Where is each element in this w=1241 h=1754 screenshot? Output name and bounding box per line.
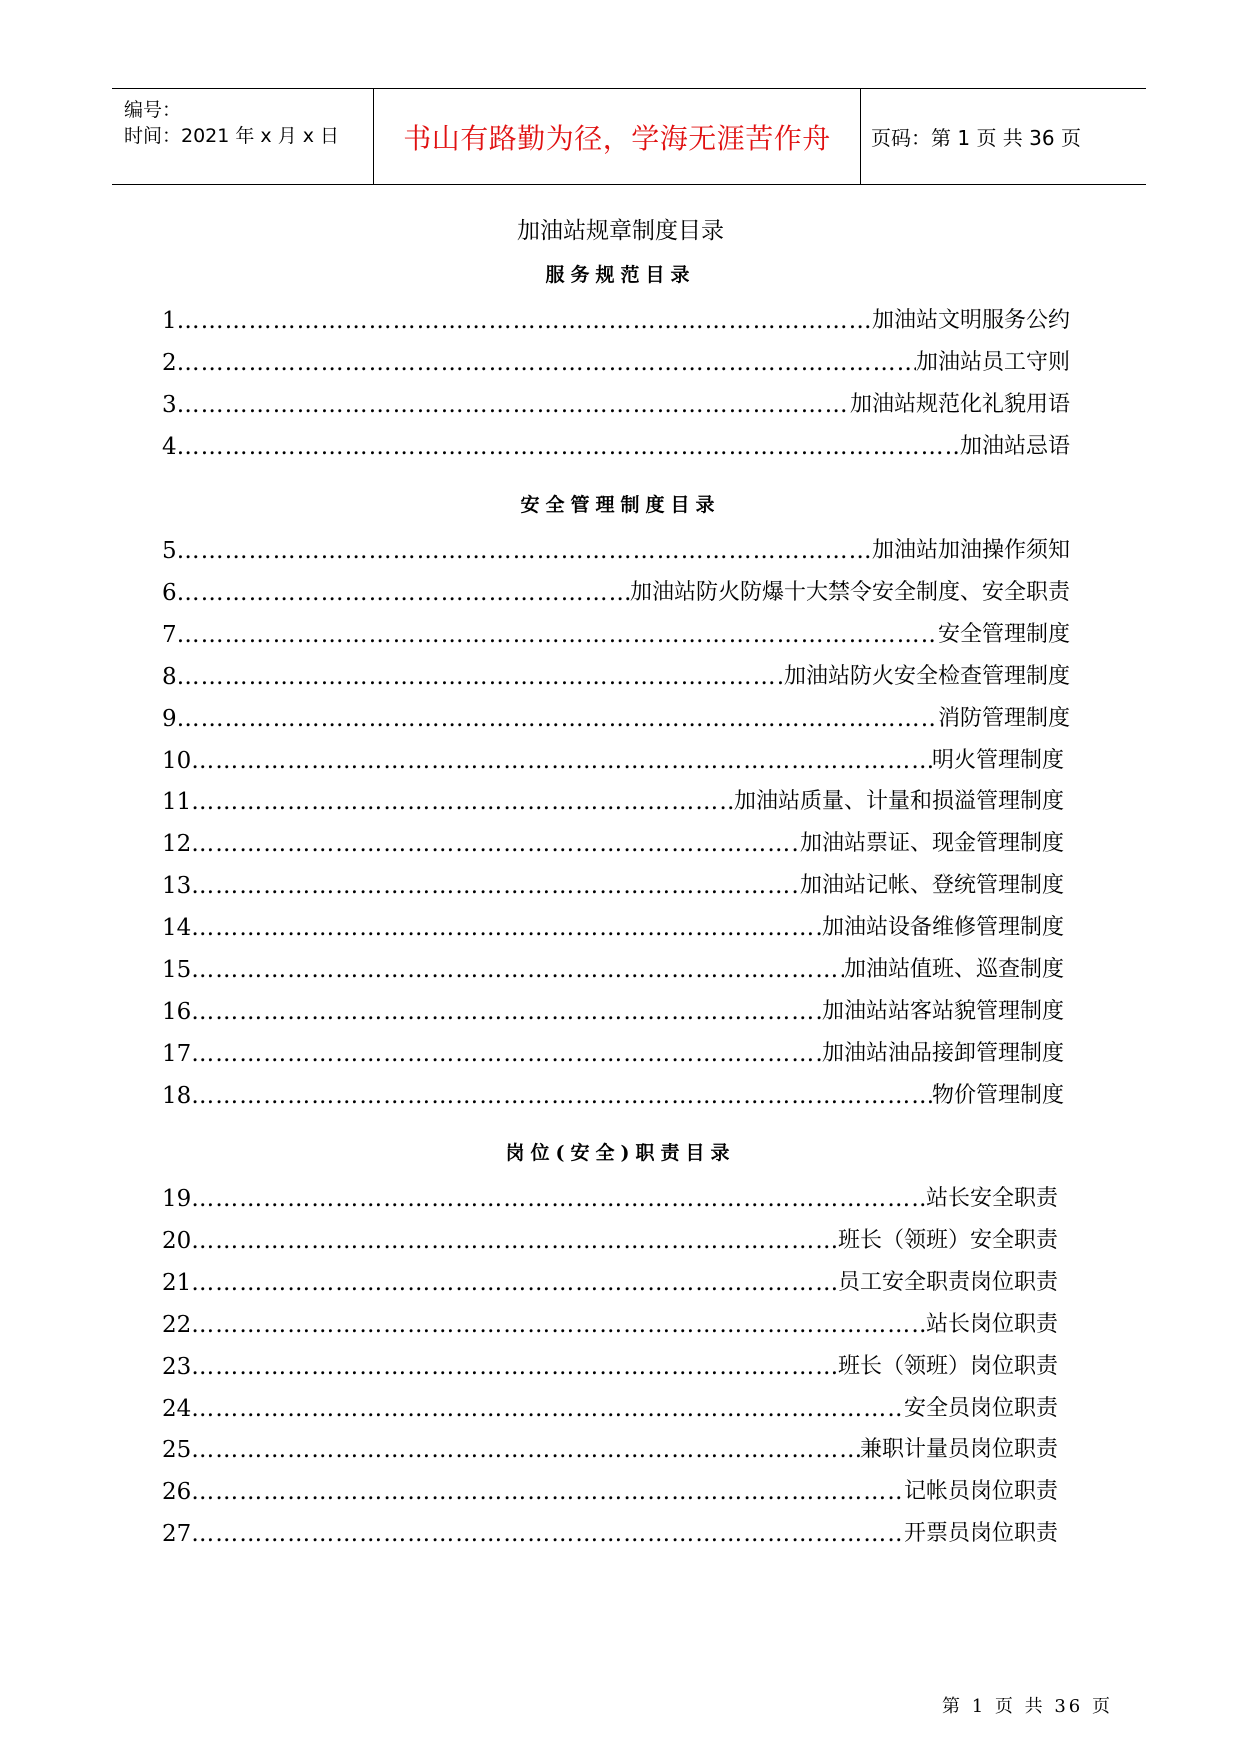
- toc-entry: [162, 1037, 1064, 1069]
- toc-entry: [162, 660, 1070, 692]
- toc-entry: [162, 576, 1070, 608]
- toc-leader-dots: [191, 1184, 926, 1214]
- toc-entry-number: 20: [162, 1227, 192, 1254]
- toc-entry-number: 17: [162, 1040, 192, 1067]
- toc-leader-dots: [177, 536, 872, 566]
- toc-entry-title: 加油站质量、计量和损溢管理制度: [733, 789, 1064, 815]
- toc-entry-number: 25: [162, 1437, 192, 1464]
- toc-entry-number: 5: [162, 538, 177, 564]
- toc-entry-number: 4: [162, 433, 177, 460]
- toc-entry: [162, 534, 1070, 566]
- toc-leader-dots: [191, 829, 800, 859]
- toc-leader-dots: [191, 913, 822, 943]
- document-title: 加油站规章制度目录: [517, 218, 724, 244]
- motto-text: 书山有路勤为径，学海无涯苦作舟: [403, 121, 831, 155]
- toc-entry-title: 站长岗位职责: [925, 1311, 1058, 1337]
- header-left-cell: [112, 89, 374, 184]
- toc-entry-title: 加油站防火防爆十大禁令安全制度、安全职责: [629, 579, 1070, 605]
- toc-entry-number: 19: [162, 1186, 192, 1212]
- toc-entry: [162, 304, 1070, 336]
- toc-entry: [162, 1079, 1064, 1111]
- toc-entry: [162, 869, 1064, 901]
- toc-entry-title: 班长（领班）安全职责: [837, 1227, 1058, 1253]
- toc-entry: [162, 827, 1064, 859]
- toc-entry-title: 加油站记帐、登统管理制度: [799, 873, 1064, 899]
- toc-leader-dots: [191, 787, 734, 817]
- toc-entry-title: 加油站值班、巡查制度: [843, 957, 1064, 982]
- toc-leader-dots: [191, 1477, 904, 1507]
- toc-entry-title: 员工安全职责岗位职责: [837, 1269, 1058, 1295]
- toc-entry-title: 加油站油品接卸管理制度: [821, 1040, 1064, 1066]
- header-table: [112, 88, 1146, 185]
- toc-entry-title: 加油站加油操作须知: [871, 538, 1070, 563]
- toc-entry: [162, 1475, 1058, 1507]
- section-title: 岗位(安全)职责目录: [505, 1142, 736, 1164]
- toc-leader-dots: [177, 306, 872, 336]
- toc-entry-title: 加油站员工守则: [915, 349, 1070, 375]
- toc-entry-title: 加油站防火安全检查管理制度: [783, 663, 1070, 689]
- header-page-cell: [861, 89, 1146, 184]
- toc-entry-number: 3: [162, 391, 177, 418]
- toc-leader-dots: [177, 390, 850, 420]
- toc-entry-number: 13: [162, 873, 192, 900]
- section-title: 安全管理制度目录: [520, 494, 721, 516]
- toc-entry-title: 加油站规范化礼貌用语: [849, 391, 1070, 417]
- toc-leader-dots: [191, 1352, 838, 1382]
- toc-entry: [162, 744, 1064, 776]
- toc-entry-number: 8: [162, 663, 177, 690]
- toc-entry-number: 18: [162, 1082, 192, 1109]
- toc-entry: [162, 995, 1064, 1027]
- toc-leader-dots: [191, 1039, 822, 1069]
- toc-entry-number: 21: [162, 1269, 192, 1296]
- toc-entry-number: 10: [162, 747, 192, 774]
- toc-entry-title: 站长安全职责: [925, 1186, 1058, 1211]
- toc-entry: [162, 618, 1070, 650]
- toc-entry-title: 加油站文明服务公约: [871, 308, 1070, 333]
- toc-entry-title: 安全管理制度: [937, 621, 1070, 647]
- toc-entry: [162, 1350, 1058, 1382]
- toc-entry-number: 14: [162, 915, 192, 942]
- toc-entry-title: 班长（领班）岗位职责: [837, 1353, 1058, 1379]
- toc-leader-dots: [177, 578, 630, 608]
- toc-entry-title: 加油站设备维修管理制度: [821, 915, 1064, 941]
- toc-entry-number: 24: [162, 1395, 192, 1422]
- toc-entry: [162, 1224, 1058, 1256]
- toc-entry-title: 加油站站客站貌管理制度: [821, 998, 1064, 1024]
- toc-entry: [162, 1266, 1058, 1298]
- toc-entry-title: 记帐员岗位职责: [903, 1479, 1058, 1505]
- toc-leader-dots: [177, 620, 938, 650]
- toc-entry-title: 消防管理制度: [937, 705, 1070, 731]
- toc-entry-number: 16: [162, 998, 192, 1025]
- toc-entry-title: 兼职计量员岗位职责: [859, 1437, 1058, 1463]
- toc-leader-dots: [191, 1081, 932, 1111]
- toc-leader-dots: [191, 1394, 904, 1424]
- toc-leader-dots: [177, 348, 916, 378]
- toc-entry: [162, 1433, 1058, 1465]
- toc-leader-dots: [191, 746, 932, 776]
- page-footer: 第 1 页 共 36 页: [942, 1696, 1113, 1717]
- toc-entry-number: 7: [162, 621, 177, 648]
- toc-leader-dots: [191, 1310, 926, 1340]
- toc-entry: [162, 911, 1064, 943]
- toc-entry-number: 15: [162, 957, 192, 983]
- toc-leader-dots: [191, 1268, 838, 1298]
- document-date: 时间：2021 年 x 月 x 日: [124, 125, 340, 147]
- toc-leader-dots: [177, 432, 960, 462]
- toc-entry: [162, 785, 1064, 817]
- toc-entry-number: 12: [162, 831, 192, 858]
- document-number-label: 编号：: [124, 99, 182, 121]
- toc-leader-dots: [191, 1519, 904, 1549]
- toc-entry-title: 加油站忌语: [959, 433, 1070, 459]
- header-motto-cell: [374, 89, 861, 184]
- header-page-code: 页码：第 1 页 共 36 页: [871, 126, 1081, 150]
- toc-entry: [162, 430, 1070, 462]
- section-title: 服务规范目录: [545, 264, 696, 286]
- toc-entry: [162, 702, 1070, 734]
- toc-entry-title: 物价管理制度: [931, 1082, 1064, 1108]
- toc-entry: [162, 388, 1070, 420]
- toc-entry: [162, 1392, 1058, 1424]
- toc-entry-number: 22: [162, 1311, 192, 1338]
- toc-entry-number: 23: [162, 1353, 192, 1380]
- toc-entry: [162, 1182, 1058, 1214]
- toc-entry-title: 加油站票证、现金管理制度: [799, 831, 1064, 857]
- toc-entry: [162, 1517, 1058, 1549]
- toc-entry-title: 明火管理制度: [931, 747, 1064, 773]
- toc-leader-dots: [191, 871, 800, 901]
- toc-entry-number: 26: [162, 1479, 192, 1506]
- toc-entry: [162, 1308, 1058, 1340]
- toc-entry: [162, 346, 1070, 378]
- toc-entry-number: 1: [162, 308, 177, 334]
- toc-leader-dots: [177, 662, 784, 692]
- toc-leader-dots: [177, 704, 938, 734]
- toc-entry-number: 6: [162, 579, 177, 606]
- toc-entry-number: 27: [162, 1521, 192, 1548]
- toc-entry-number: 9: [162, 705, 177, 732]
- toc-entry-number: 2: [162, 349, 177, 376]
- toc-leader-dots: [191, 997, 822, 1027]
- toc-leader-dots: [191, 1435, 860, 1465]
- toc-entry-title: 安全员岗位职责: [903, 1395, 1058, 1421]
- toc-leader-dots: [191, 955, 844, 985]
- toc-entry-title: 开票员岗位职责: [903, 1521, 1058, 1547]
- toc-entry-number: 11: [162, 789, 192, 816]
- toc-leader-dots: [191, 1226, 838, 1256]
- toc-entry: [162, 953, 1064, 985]
